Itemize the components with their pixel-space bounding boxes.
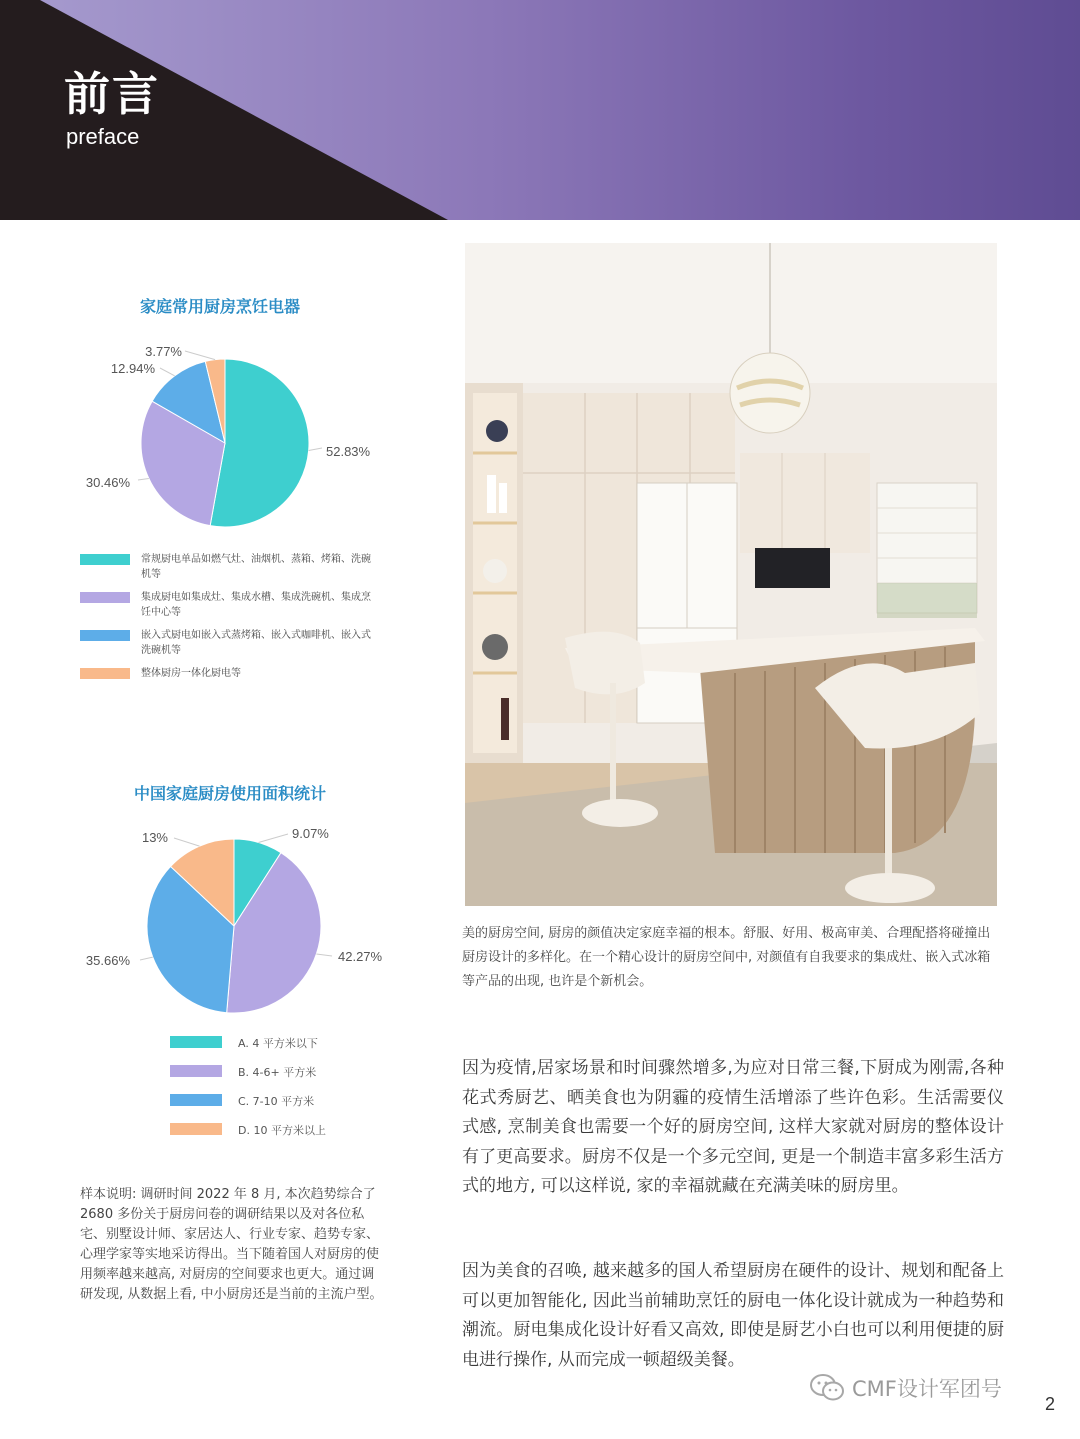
chart2-title: 中国家庭厨房使用面积统计 (134, 784, 327, 803)
legend-item (80, 590, 380, 620)
chart2-legend (170, 1035, 390, 1151)
legend-label: 集成厨电如集成灶、集成水槽、集成洗碗机、集成烹饪中心等 (141, 592, 371, 618)
pie-data-label: 13% (141, 830, 168, 845)
pie-data-label: 12.94% (110, 361, 155, 376)
sample-note: 样本说明: 调研时间 2022 年 8 月, 本次趋势综合了 2680 多份关于厨房问卷的调研结果以及对各位私宅、别墅设计师、家居达人、行业专家、趋势专家、心理学家等实地采访得出。当下随着国人对厨房的使用频率越来越高, 对厨房的空间要求也更大。通过调研发现, 从数据上看, 中小厨房还是当前的主流户型。 (80, 1187, 383, 1302)
chart1-title: 家庭常用厨房烹饪电器 (140, 297, 301, 316)
photo-caption: 美的厨房空间, 厨房的颜值决定家庭幸福的根本。舒服、好用、极高审美、合理配搭将碰撞出厨房设计的多样化。在一个精心设计的厨房空间中, 对颜值有自我要求的集成灶、嵌入式冰箱等产品的出现, 也许是个新机会。 (462, 926, 991, 989)
kitchen-illustration (465, 243, 997, 906)
legend-label: 嵌入式厨电如嵌入式蒸烤箱、嵌入式咖啡机、嵌入式洗碗机等 (141, 630, 371, 656)
pie-leader-line (160, 368, 175, 376)
legend-item (170, 1064, 390, 1093)
page-number: 2 (1045, 1394, 1056, 1414)
legend-item (80, 552, 380, 582)
pie-data-label: 3.77% (145, 344, 182, 359)
pie-leader-line (258, 834, 288, 843)
kitchen-photo (465, 243, 997, 906)
pie-leader-line (174, 838, 199, 846)
legend-item (170, 1122, 390, 1151)
legend-swatch (80, 554, 130, 565)
wechat-icon (810, 1374, 844, 1407)
legend-swatch (80, 668, 130, 679)
legend-swatch (80, 630, 130, 641)
legend-label: 常规厨电单品如燃气灶、油烟机、蒸箱、烤箱、洗碗机等 (141, 554, 371, 580)
legend-item (80, 666, 380, 692)
watermark (810, 1373, 1002, 1407)
pie-data-label: 30.46% (85, 475, 130, 490)
pie-leader-line (185, 351, 215, 360)
legend-item (170, 1093, 390, 1122)
pie-data-label: 52.83% (326, 444, 371, 459)
legend-swatch (170, 1094, 222, 1106)
legend-label: 整体厨房一体化厨电等 (141, 668, 241, 679)
page-title: 前言 (64, 67, 160, 121)
legend-label: C. 7-10 平方米 (238, 1095, 315, 1108)
chart1-legend (80, 552, 380, 700)
chart2-pie (60, 820, 420, 1025)
legend-swatch (170, 1065, 222, 1077)
pie-leader-line (309, 448, 322, 450)
legend-label: B. 4-6+ 平方米 (238, 1066, 317, 1079)
pie-leader-line (138, 478, 149, 480)
pie-leader-line (316, 954, 332, 956)
body-paragraph-1: 因为疫情,居家场景和时间骤然增多,为应对日常三餐,下厨成为刚需,各种花式秀厨艺、晒美食也为阴霾的疫情生活增添了些许色彩。生活需要仪式感, 烹制美食也需要一个好的厨房空间, 这样大家就对厨房的整体设计有了更高要求。厨房不仅是一个多元空间, 更是一个制造丰富多彩生活方式的地方, 可以这样说, 家的幸福就藏在充满美味的厨房里。 (462, 1058, 1004, 1196)
chart1-pie (60, 340, 420, 540)
legend-item (170, 1035, 390, 1064)
pie-data-label: 35.66% (85, 953, 130, 968)
watermark-text: CMF设计军团号 (852, 1377, 1002, 1401)
legend-swatch (170, 1036, 222, 1048)
pie-data-label: 9.07% (292, 826, 329, 841)
pie-data-label: 42.27% (338, 949, 383, 964)
legend-swatch (170, 1123, 222, 1135)
header-dark-triangle (0, 0, 1080, 220)
pie-leader-line (140, 957, 153, 960)
legend-item (80, 628, 380, 658)
legend-swatch (80, 592, 130, 603)
page-subtitle: preface (66, 124, 140, 149)
legend-label: D. 10 平方米以上 (238, 1124, 326, 1137)
body-paragraph-2: 因为美食的召唤, 越来越多的国人希望厨房在硬件的设计、规划和配备上可以更加智能化, 因此当前辅助烹饪的厨电一体化设计就成为一种趋势和潮流。厨电集成化设计好看又高效, 即使是厨艺小白也可以利用便捷的厨电进行操作, 从而完成一顿超级美餐。 (462, 1261, 1004, 1370)
legend-label: A. 4 平方米以下 (238, 1037, 318, 1050)
